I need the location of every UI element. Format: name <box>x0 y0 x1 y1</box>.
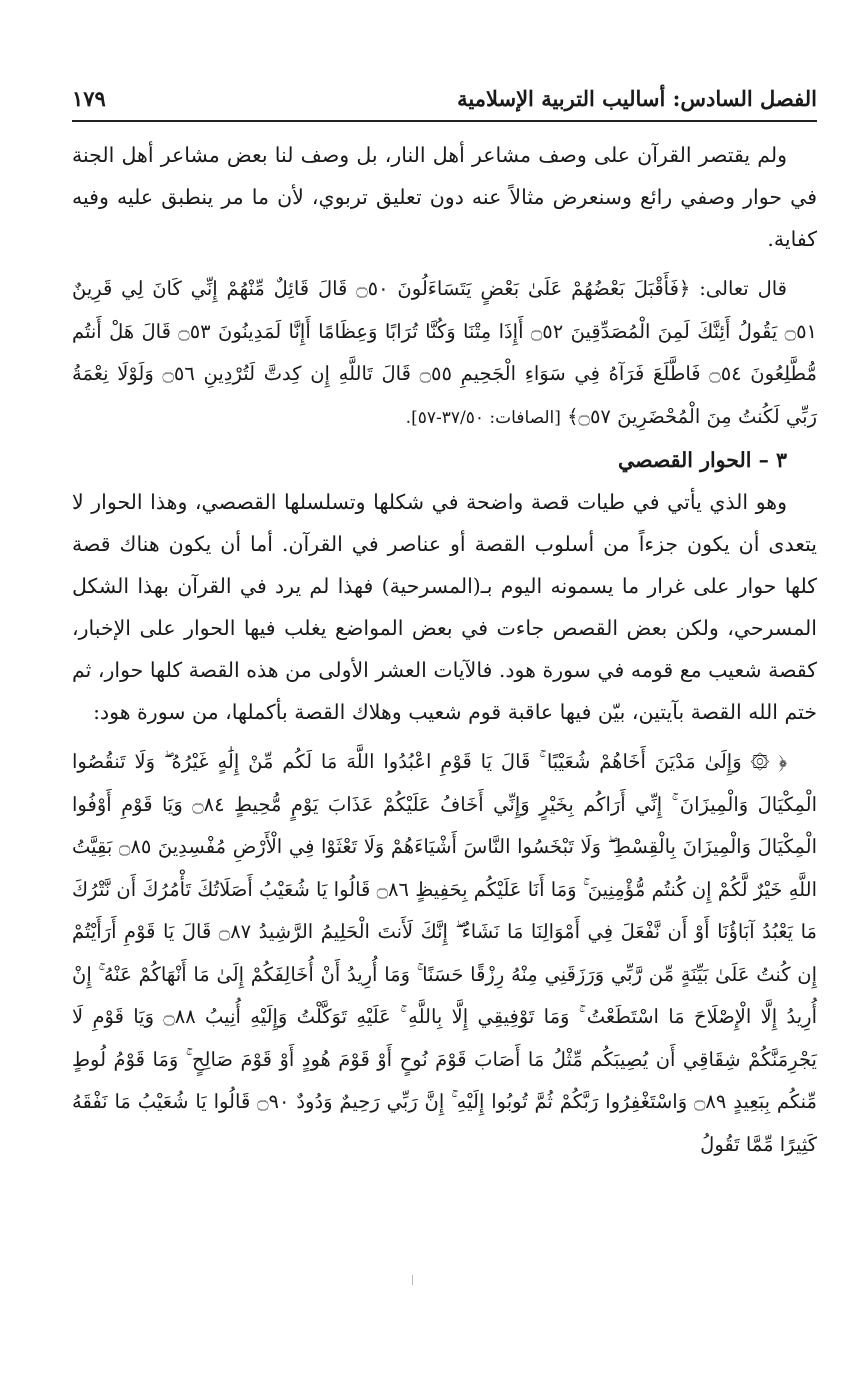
scan-mark <box>412 1275 413 1285</box>
header-rule <box>72 120 817 122</box>
quran-verses-hud: ﴿ ۞ وَإِلَىٰ مَدْيَنَ أَخَاهُمْ شُعَيْبًا ۚ قَالَ يَا قَوْمِ اعْبُدُوا اللَّهَ مَا لَكُم مِّنْ إِلَٰهٍ غَيْرُهُ ۖ وَلَا تَنقُصُوا الْمِكْيَالَ وَالْمِيزَانَ ۚ إِنِّي أَرَاكُم بِخَيْرٍ وَإِنِّي أَخَافُ عَلَيْكُمْ عَذَابَ يَوْمٍ مُّحِيطٍ ۝٨٤ وَيَا قَوْمِ أَوْفُوا الْمِكْيَالَ وَالْمِيزَانَ بِالْقِسْطِ ۖ وَلَا تَبْخَسُوا النَّاسَ أَشْيَاءَهُمْ وَلَا تَعْثَوْا فِي الْأَرْضِ مُفْسِدِينَ ۝٨٥ بَقِيَّتُ اللَّهِ خَيْرٌ لَّكُمْ إِن كُنتُم مُّؤْمِنِينَ ۚ وَمَا أَنَا عَلَيْكُم بِحَفِيظٍ ۝٨٦ قَالُوا يَا شُعَيْبُ أَصَلَاتُكَ تَأْمُرُكَ أَن نَّتْرُكَ مَا يَعْبُدُ آبَاؤُنَا أَوْ أَن نَّفْعَلَ فِي أَمْوَالِنَا مَا نَشَاءُ ۖ إِنَّكَ لَأَنتَ الْحَلِيمُ الرَّشِيدُ ۝٨٧ قَالَ يَا قَوْمِ أَرَأَيْتُمْ إِن كُنتُ عَلَىٰ بَيِّنَةٍ مِّن رَّبِّي وَرَزَقَنِي مِنْهُ رِزْقًا حَسَنًا ۚ وَمَا أُرِيدُ أَنْ أُخَالِفَكُمْ إِلَىٰ مَا أَنْهَاكُمْ عَنْهُ ۚ إِنْ أُرِيدُ إِلَّا الْإِصْلَاحَ مَا اسْتَطَعْتُ ۚ وَمَا تَوْفِيقِي إِلَّا بِاللَّهِ ۚ عَلَيْهِ تَوَكَّلْتُ وَإِلَيْهِ أُنِيبُ ۝٨٨ وَيَا قَوْمِ لَا يَجْرِمَنَّكُمْ شِقَاقِي أَن يُصِيبَكُم مِّثْلُ مَا أَصَابَ قَوْمَ نُوحٍ أَوْ قَوْمَ هُودٍ أَوْ قَوْمَ صَالِحٍ ۚ وَمَا قَوْمُ لُوطٍ مِّنكُم بِبَعِيدٍ ۝٨٩ وَاسْتَغْفِرُوا رَبَّكُمْ ثُمَّ تُوبُوا إِلَيْهِ ۚ إِنَّ رَبِّي رَحِيمٌ وَدُودٌ ۝٩٠ قَالُوا يَا شُعَيْبُ مَا نَفْقَهُ كَثِيرًا مِّمَّا تَقُولُ <box>72 750 818 1156</box>
quote-intro: قال تعالى: <box>690 277 787 300</box>
paragraph-paradise-dialogue: ولم يقتصر القرآن على وصف مشاعر أهل النار، بل وصف لنا بعض مشاعر أهل الجنة في حوار وصفي رائع وسنعرض مثالاً عنه دون تعليق تربوي، لأن ما مر ينطبق عليه وفيه كفاية. <box>72 143 817 251</box>
running-header <box>72 82 817 120</box>
book-page <box>72 82 817 1166</box>
verse-reference: [الصافات: ٣٧/٥٠-٥٧]. <box>405 407 561 428</box>
chapter-title: الفصل السادس: أساليب التربية الإسلامية <box>457 86 817 111</box>
page-number: ١٧٩ <box>72 86 106 111</box>
quran-verses-assaffat: ﴿فَأَقْبَلَ بَعْضُهُمْ عَلَىٰ بَعْضٍ يَتَسَاءَلُونَ ۝٥٠ قَالَ قَائِلٌ مِّنْهُمْ إِنِّي كَانَ لِي قَرِينٌ ۝٥١ يَقُولُ أَئِنَّكَ لَمِنَ الْمُصَدِّقِينَ ۝٥٢ أَإِذَا مِتْنَا وَكُنَّا تُرَابًا وَعِظَامًا أَإِنَّا لَمَدِينُونَ ۝٥٣ قَالَ هَلْ أَنتُم مُّطَّلِعُونَ ۝٥٤ فَاطَّلَعَ فَرَآهُ فِي سَوَاءِ الْجَحِيمِ ۝٥٥ قَالَ تَاللَّهِ إِن كِدتَّ لَتُرْدِينِ ۝٥٦ وَلَوْلَا نِعْمَةُ رَبِّي لَكُنتُ مِنَ الْمُحْضَرِينَ ۝٥٧﴾ <box>72 277 818 428</box>
quote-assaffat <box>72 268 817 439</box>
section-heading: ٣ – الحوار القصصي <box>618 448 787 472</box>
paragraph-narrative-dialogue: وهو الذي يأتي في طيات قصة واضحة في شكلها وتسلسلها القصصي، وهذا الحوار لا يتعدى أن يكون جزءاً من أسلوب القصة أو عناصر في القرآن. أما أن يكون هناك قصة كلها حوار على غرار ما يسمونه اليوم بـ(المسرحية) فهذا لم يرد في القرآن بهذا الشكل المسرحي، ولكن بعض القصص جاءت في بعض المواضع يغلب فيها الحوار على الإخبار، كقصة شعيب مع قومه في سورة هود. فالآيات العشر الأولى من هذه القصة كلها حوار، ثم ختم الله القصة بآيتين، بيّن فيها عاقبة قوم شعيب وهلاك القصة بأكملها، من سورة هود: <box>72 490 817 724</box>
